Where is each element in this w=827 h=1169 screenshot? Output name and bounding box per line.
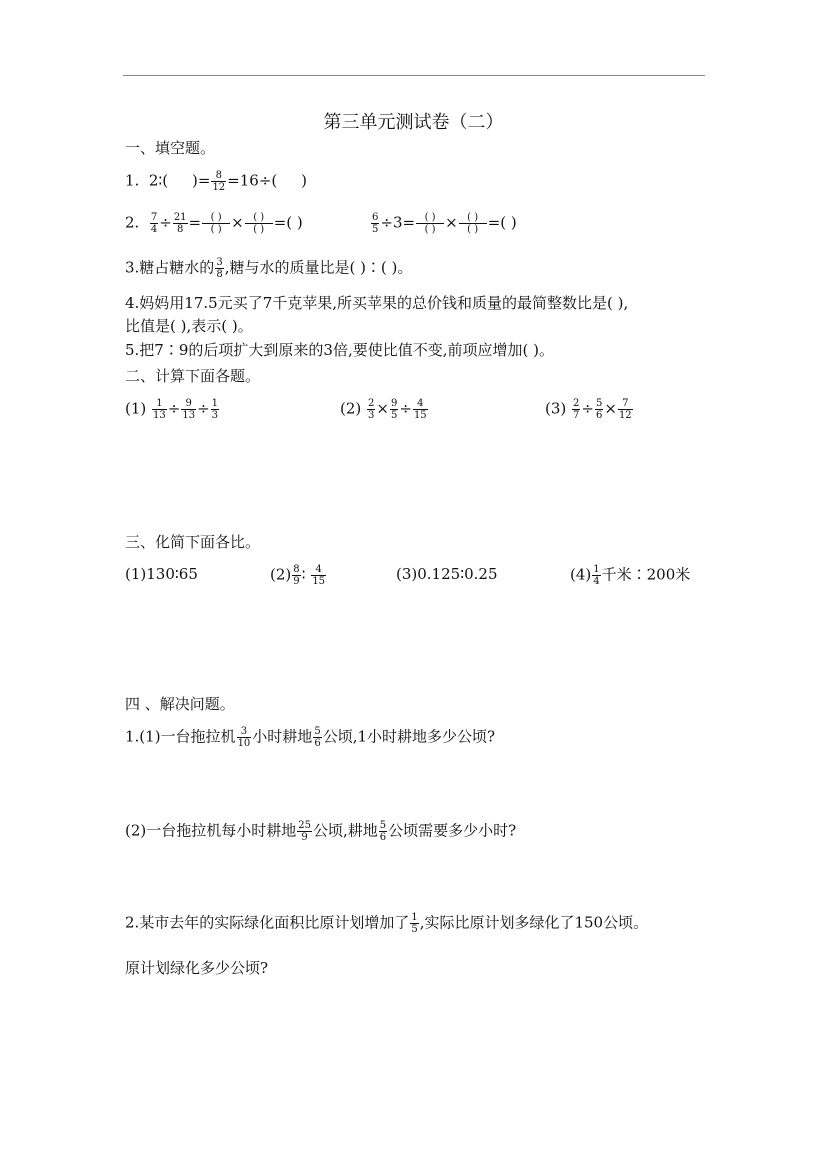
section-problems: 四 、解决问题。 (125, 695, 235, 713)
problem-1-1: 1.(1)一台拖拉机 $\frac{3}{10}$ 小时耕地 $\frac{5}{6}$ 公顷,1小时耕地多少公顷? (125, 726, 496, 749)
simp-4: (4) $\frac{1}{4}$ 千米∶200米 (570, 564, 691, 587)
simp-3: (3)0.125∶0.25 (396, 565, 498, 583)
problem-2: 2.某市去年的实际绿化面积比原计划增加了 $\frac{1}{5}$ ,实际比原计划多绿化了150公顷。 (125, 912, 649, 935)
question-4-line2: 比值是( ),表示( )。 (125, 317, 253, 335)
header-rule (123, 75, 705, 76)
simp-1: (1)130∶65 (125, 565, 198, 583)
section-simplify: 三、化简下面各比。 (125, 533, 261, 551)
calc-1: (1) $\frac{1}{13}$ ÷ $\frac{9}{13}$ ÷ $\frac{1}{3}$ (125, 398, 219, 421)
question-5: 5.把7∶9的后项扩大到原来的3倍,要使比值不变,前项应增加( )。 (125, 341, 554, 359)
calc-3: (3) $\frac{2}{7}$ ÷ $\frac{5}{6}$ × $\frac{7}{12}$ (545, 398, 632, 421)
question-2: 2. $\frac{7}{4}$ ÷ $\frac{21}{8}$ = $\frac{( )}{( )}$ × $\frac{( )}{( )}$ =( ) (125, 212, 303, 235)
section-fill-blank: 一、填空题。 (125, 139, 216, 157)
section-calc: 二、计算下面各题。 (125, 367, 261, 385)
problem-1-2: (2)一台拖拉机每小时耕地 $\frac{25}{9}$ 公顷,耕地 $\frac{5}{6}$ 公顷需要多少小时? (125, 820, 517, 843)
question-1: 1. 2∶( )= $\frac{8}{12}$ =16÷( ) (125, 170, 307, 193)
calc-2: (2) $\frac{2}{3}$ × $\frac{9}{5}$ ÷ $\frac{4}{15}$ (340, 398, 427, 421)
question-4-line1: 4.妈妈用17.5元买了7千克苹果,所买苹果的总价钱和质量的最简整数比是( ), (125, 294, 629, 312)
question-2b: $\frac{6}{5}$ ÷3= $\frac{( )}{( )}$ × $\frac{( )}{( )}$ =( ) (372, 212, 517, 235)
problem-2-line2: 原计划绿化多少公顷? (125, 959, 269, 977)
question-3: 3.糖占糖水的 $\frac{3}{8}$ ,糖与水的质量比是( )∶( )。 (125, 257, 413, 280)
page-title: 第三单元测试卷（二） (323, 112, 504, 133)
fraction: $\frac{8}{12}$ (212, 170, 226, 193)
simp-2: (2) $\frac{8}{9}$ ∶ $\frac{4}{15}$ (270, 564, 326, 587)
